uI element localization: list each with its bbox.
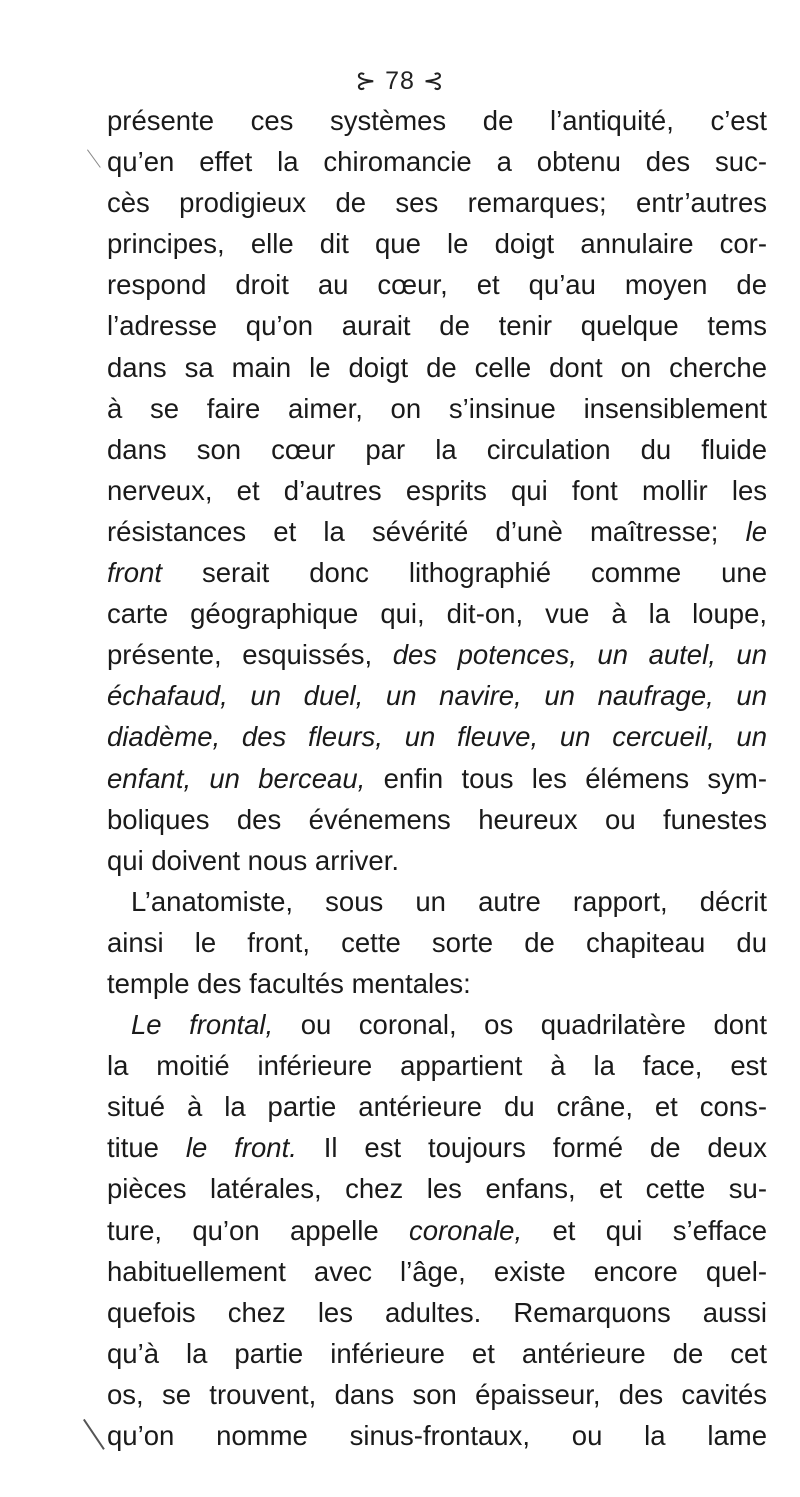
text-line: pièces latérales, chez les enfans, et cette su- [107, 1173, 767, 1205]
text-line: respond droit au cœur, et qu’au moyen de [107, 269, 767, 301]
text-line: présente ces systèmes de l’antiquité, c’est [107, 105, 767, 136]
text-line: dans sa main le doigt de celle dont on cherche [107, 351, 767, 383]
italic-text: enfant, un berceau, [107, 762, 366, 794]
text-line: habituellement avec l’âge, existe encore quel- [107, 1255, 767, 1287]
text-line: la moitié inférieure appartient à la face, est [107, 1050, 767, 1082]
text-line: qui doivent nous arriver. [107, 844, 399, 876]
text-line: à se faire aimer, on s’insinue insensiblement [107, 392, 767, 424]
text-line: principes, elle dit que le doigt annulaire cor- [107, 228, 767, 260]
italic-text: diadème, des fleurs, un fleuve, un cercueil, un [107, 721, 767, 753]
text-line: présente, esquissés, des potences, un autel, un [107, 639, 767, 671]
italic-text: des potences, un autel, un [392, 639, 767, 671]
text-line: qu’en effet la chiromancie a obtenu des suc- [107, 146, 767, 178]
text-line: boliques des événemens heureux ou funestes [107, 803, 767, 835]
text-line: enfant, un berceau, enfin tous les élémens sym- [107, 762, 767, 794]
italic-text: échafaud, un duel, un navire, un naufrage, un [107, 680, 767, 712]
text-line: temple des facultés mentales: [107, 967, 471, 999]
page-number: ⊱ 78 ⊰ [355, 67, 445, 95]
text-line: carte géographique qui, dit-on, vue à la loupe, [107, 598, 767, 630]
italic-text: coronale, [408, 1214, 523, 1246]
pencil-mark [83, 1419, 105, 1450]
text-line: l’adresse qu’on aurait de tenir quelque tems [107, 310, 767, 342]
text-line: titue le front. Il est toujours formé de deux [107, 1132, 768, 1164]
text-line: résistances et la sévérité d’unè maîtresse; le [107, 515, 767, 547]
body-text [107, 100, 767, 1456]
italic-text: le front. [185, 1132, 297, 1164]
text-line: front serait donc lithographié comme une [107, 557, 768, 589]
text-line: nerveux, et d’autres esprits qui font mollir les [107, 474, 767, 506]
text-line: L’anatomiste, sous un autre rapport, décrit [131, 885, 767, 917]
pencil-mark [87, 149, 101, 167]
text-line [107, 675, 767, 716]
text-line: ainsi le front, cette sorte de chapiteau du [107, 926, 767, 958]
text-line: situé à la partie antérieure du crâne, et cons- [107, 1091, 767, 1123]
text-line: Le frontal, ou coronal, os quadrilatère dont [131, 1009, 767, 1041]
text-line: ture, qu’on appelle coronale, et qui s’efface [107, 1214, 768, 1246]
text-line: quefois chez les adultes. Remarquons aussi [107, 1296, 767, 1328]
text-line: dans son cœur par la circulation du fluide [107, 433, 767, 465]
italic-text: front [107, 557, 163, 589]
italic-text: le [745, 515, 767, 547]
italic-text: Le frontal, [131, 1009, 274, 1041]
text-line: qu’à la partie inférieure et antérieure de cet [107, 1337, 767, 1369]
text-line: os, se trouvent, dans son épaisseur, des cavités [107, 1378, 767, 1410]
text-line [107, 716, 767, 757]
text-line: qu’on nomme sinus-frontaux, ou la lame [107, 1420, 767, 1451]
text-line: cès prodigieux de ses remarques; entr’autres [107, 187, 767, 219]
